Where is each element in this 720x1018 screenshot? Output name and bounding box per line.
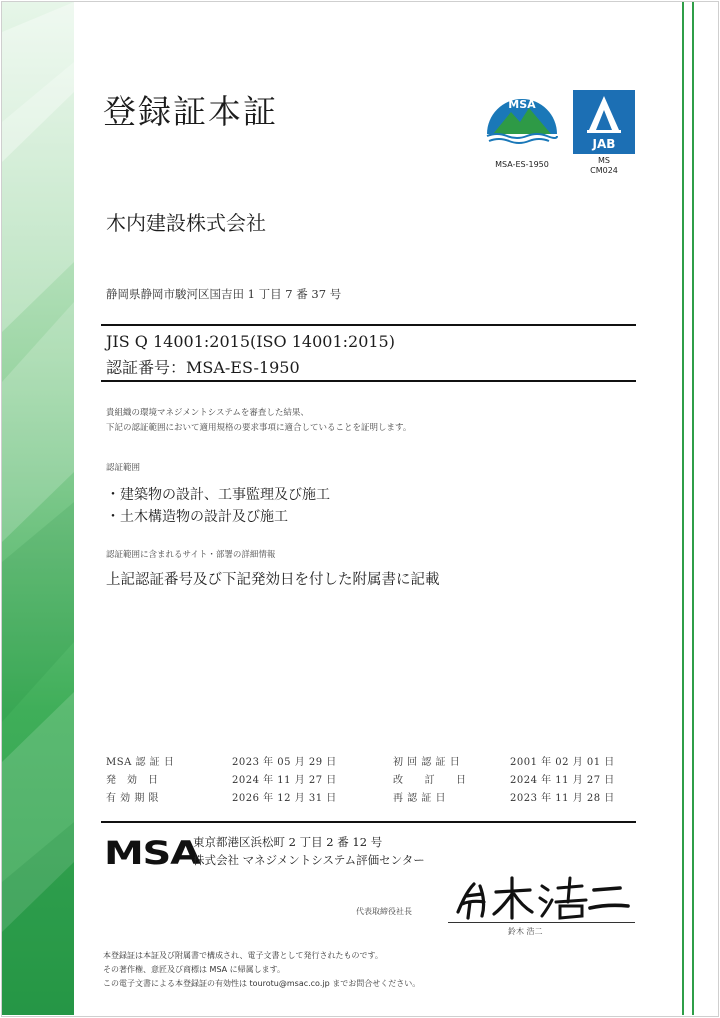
- footnote-line-3: この電子文書による本登録証の有効性は tourotu@msac.co.jp までお問合せください。: [103, 979, 421, 988]
- date-label-effective: 発 効 日: [106, 775, 159, 786]
- date-label-revised: 改 訂 日: [393, 775, 467, 786]
- statement-line-2: 下記の認証範囲において適用規格の要求事項に適合していることを証明します。: [106, 423, 412, 433]
- scope-heading: 認証範囲: [106, 463, 141, 473]
- date-label-msa-certification: MSA 認 証 日: [106, 757, 175, 768]
- company-address: 静岡県静岡市駿河区国吉田 1 丁目 7 番 37 号: [106, 287, 342, 301]
- jab-label-code: CM024: [590, 166, 618, 175]
- jab-logo-icon: [573, 90, 635, 154]
- standard-name: JIS Q 14001:2015(ISO 14001:2015): [106, 332, 395, 351]
- statement-line-1: 貴組織の環境マネジメントシステムを審査した結果、: [106, 408, 309, 418]
- issuer-address: 東京都港区浜松町 2 丁目 2 番 12 号: [193, 835, 383, 849]
- sites-heading: 認証範囲に含まれるサイト・部署の詳細情報: [106, 550, 276, 560]
- date-label-recertification: 再 認 証 日: [393, 793, 447, 804]
- signatory-name: 鈴木 浩二: [508, 927, 543, 936]
- date-value-expiry: 2026 年 12 月 31 日: [232, 793, 337, 804]
- divider-issuer: [101, 821, 636, 823]
- signature-image: [452, 872, 632, 924]
- footnote-line-1: 本登録証は本証及び附属書で構成され、電子文書として発行されたものです。: [103, 951, 383, 960]
- date-value-revised: 2024 年 11 月 27 日: [510, 775, 615, 786]
- date-label-initial: 初 回 認 証 日: [393, 757, 461, 768]
- representative-title: 代表取締役社長: [356, 907, 412, 916]
- scope-item-1: ・建築物の設計、工事監理及び施工: [106, 487, 330, 503]
- date-value-msa-certification: 2023 年 05 月 29 日: [232, 757, 337, 768]
- certificate-title: 登録証本証: [103, 92, 278, 131]
- right-stripe-1: [682, 2, 684, 1015]
- jab-text: JAB: [592, 137, 616, 151]
- right-stripe-2: [692, 2, 694, 1015]
- sites-detail: 上記認証番号及び下記発効日を付した附属書に記載: [106, 572, 440, 588]
- green-decorative-band: [2, 2, 74, 1015]
- issuer-name: 株式会社 マネジメントシステム評価センター: [193, 853, 425, 867]
- date-value-recertification: 2023 年 11 月 28 日: [510, 793, 615, 804]
- msa-mark-label: MSA-ES-1950: [495, 160, 549, 169]
- company-name: 木内建設株式会社: [106, 211, 266, 235]
- signature-line: [448, 922, 635, 923]
- scope-item-2: ・土木構造物の設計及び施工: [106, 509, 288, 525]
- date-value-initial: 2001 年 02 月 01 日: [510, 757, 615, 768]
- footnote-line-2: その著作権、意匠及び商標は MSA に帰属します。: [103, 965, 286, 974]
- msa-mark-text: MSA: [508, 98, 536, 111]
- date-label-expiry: 有 効 期 限: [106, 793, 160, 804]
- msa-logo: MSA: [104, 834, 200, 872]
- date-value-effective: 2024 年 11 月 27 日: [232, 775, 337, 786]
- msa-mark-icon: [483, 90, 561, 156]
- jab-label-ms: MS: [598, 156, 610, 165]
- divider-top: [101, 324, 636, 326]
- certificate-number: 認証番号：MSA-ES-1950: [106, 358, 300, 377]
- divider-bottom: [101, 380, 636, 382]
